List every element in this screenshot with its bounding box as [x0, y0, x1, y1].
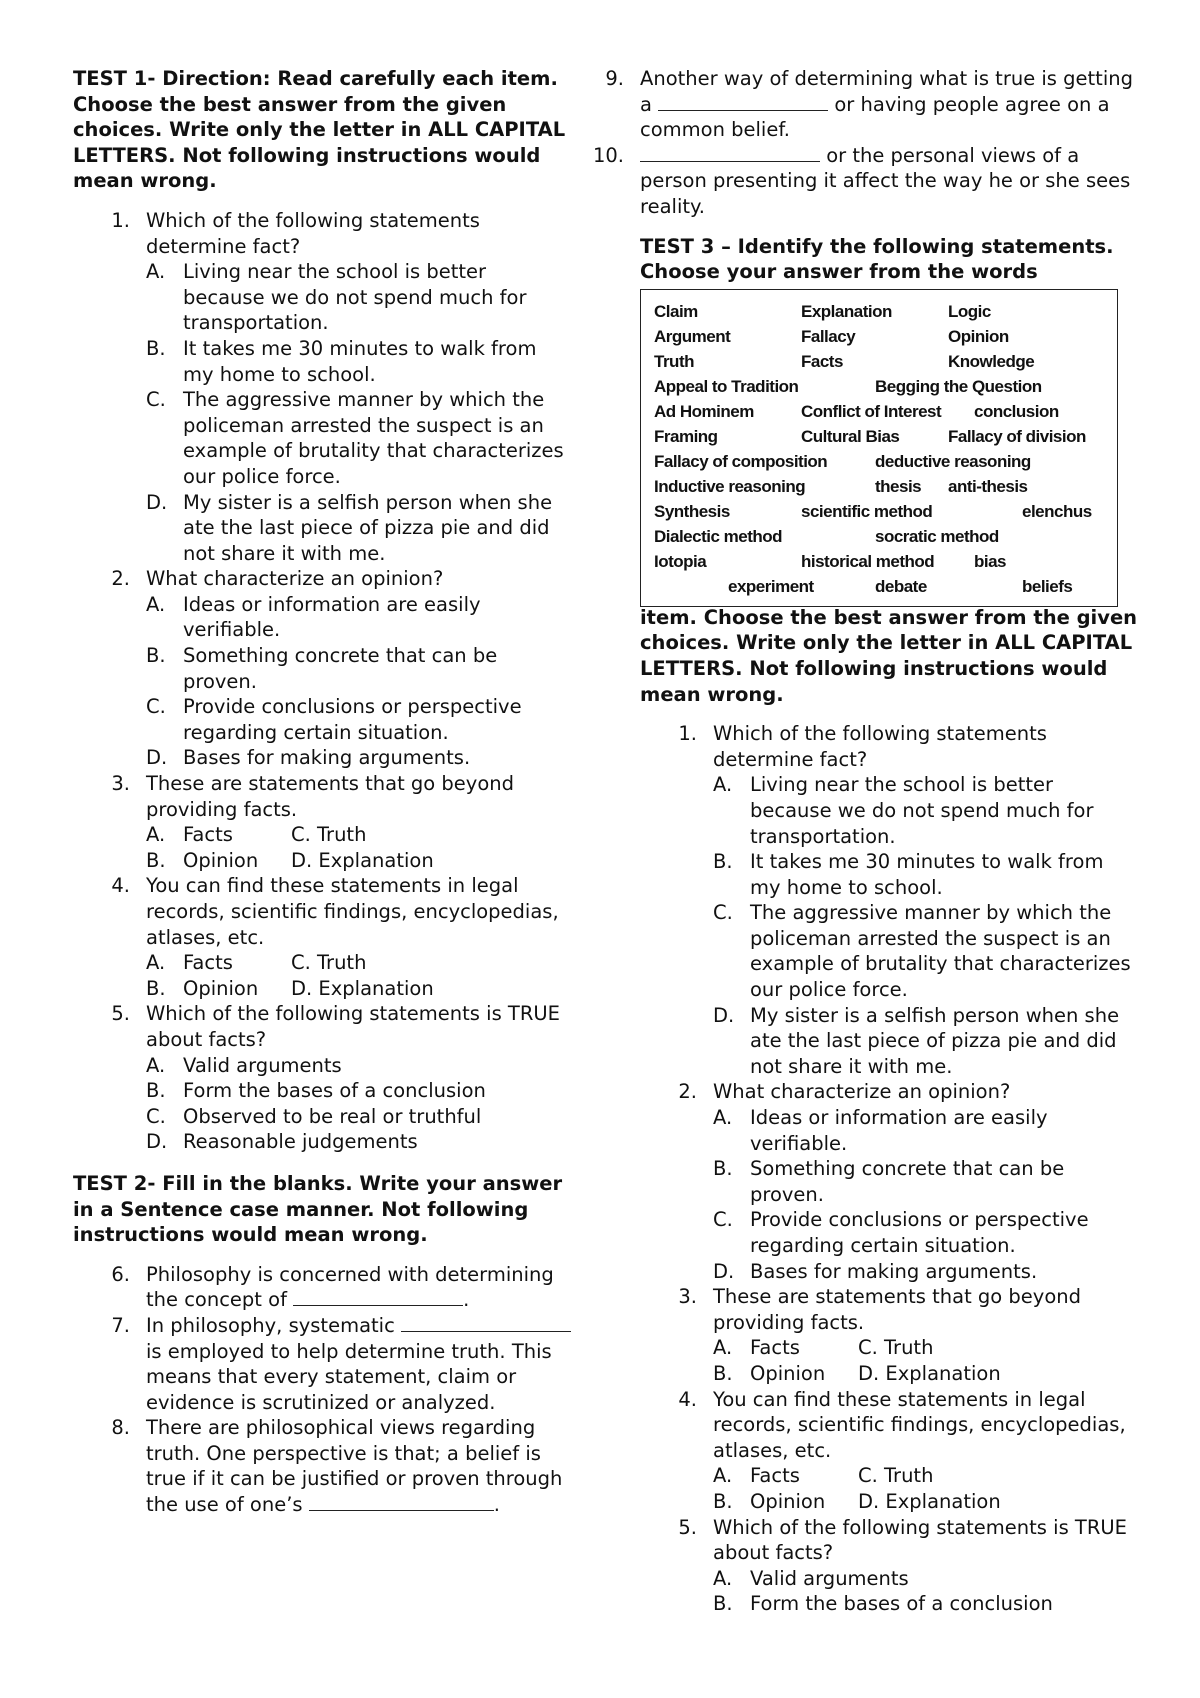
question-text: Philosophy is concerned with determining the concept of	[146, 1262, 554, 1312]
word: socratic method	[875, 526, 999, 546]
option-a	[146, 259, 573, 336]
question-text: In philosophy, systematic	[146, 1313, 395, 1337]
option-d: D. Explanation	[858, 1361, 1001, 1385]
question-8	[73, 1415, 573, 1517]
option-d	[146, 490, 573, 567]
option-letter: A.	[713, 1566, 733, 1590]
options-row	[713, 1335, 1140, 1361]
word: elenchus	[1022, 501, 1092, 521]
word-row	[641, 474, 1117, 499]
option-letter: A.	[146, 1053, 166, 1077]
word: bias	[974, 551, 1007, 571]
option-letter: B.	[146, 976, 166, 1000]
question-text: is employed to help determine truth. This means that every statement, claim or evidence is scrutinized or analyzed.	[146, 1339, 552, 1414]
word: Facts	[801, 351, 843, 371]
option-letter: A.	[146, 823, 166, 847]
question-2	[640, 1079, 1140, 1284]
question-text: Another way of determining what is true is getting a	[640, 67, 1133, 116]
option-letter: A.	[146, 592, 166, 616]
option-b	[713, 849, 1140, 900]
word: conclusion	[974, 401, 1059, 421]
question-text: These are statements that go beyond providing facts.	[146, 772, 514, 821]
options	[146, 259, 573, 566]
word-bank	[640, 289, 1118, 607]
options	[713, 1566, 1140, 1617]
option-letter: A.	[713, 773, 733, 797]
option-text: Provide conclusions or perspective regarding certain situation.	[750, 1208, 1089, 1257]
word: deductive reasoning	[875, 451, 1031, 471]
option-text: It takes me 30 minutes to walk from my home to school.	[183, 336, 537, 386]
option-b	[146, 336, 573, 387]
option-a: Facts	[750, 1464, 800, 1488]
word-row	[641, 324, 1117, 349]
options	[713, 772, 1140, 1079]
option-text: The aggressive manner by which the policeman arrested the suspect is an example of brutality that characterizes our police force.	[750, 901, 1131, 1002]
question-number: 2.	[678, 1080, 697, 1104]
question-number: 3.	[111, 772, 130, 796]
question-text: These are statements that go beyond providing facts.	[713, 1285, 1081, 1334]
option-text: Ideas or information are easily verifiable.	[183, 592, 481, 642]
word-row	[641, 374, 1117, 399]
options-row	[146, 950, 573, 976]
question-number: 7.	[111, 1313, 130, 1337]
option-text: Living near the school is better because we do not spend much for transportation.	[750, 773, 1094, 848]
question-4	[640, 1387, 1140, 1515]
question-number: 6.	[111, 1262, 130, 1286]
option-letter: A.	[713, 1464, 733, 1488]
option-b: Opinion	[750, 1489, 826, 1513]
question-text: You can find these statements in legal records, scientific findings, encyclopedias, atlases, etc.	[146, 874, 559, 949]
option-d	[713, 1003, 1140, 1080]
option-letter: B.	[146, 848, 166, 872]
option-a	[713, 1105, 1140, 1156]
question-text: There are philosophical views regarding truth. One perspective is that; a belief is true if it can be justified or proven through the use of one’s	[146, 1416, 563, 1517]
question-10	[567, 143, 1140, 220]
option-letter: B.	[713, 850, 733, 874]
word-row	[641, 349, 1117, 374]
question-number: 4.	[111, 874, 130, 898]
question-number: 4.	[678, 1387, 697, 1411]
option-text: Something concrete that can be proven.	[750, 1157, 1065, 1206]
question-3	[73, 771, 573, 873]
option-text: The aggressive manner by which the policeman arrested the suspect is an example of brutality that characterizes our police force.	[183, 388, 564, 488]
question-7	[73, 1313, 573, 1415]
option-text: It takes me 30 minutes to walk from my home to school.	[750, 850, 1104, 899]
option-c: C. Truth	[858, 1464, 934, 1488]
option-letter: C.	[713, 901, 733, 925]
options	[713, 1105, 1140, 1284]
option-b	[713, 1156, 1140, 1207]
question-number: 3.	[678, 1285, 697, 1309]
option-c	[146, 694, 573, 745]
option-a: Facts	[183, 951, 233, 975]
period: .	[493, 1493, 500, 1517]
question-text: or having people agree on a common belief.	[640, 92, 1110, 142]
word-row	[641, 524, 1117, 549]
question-6	[73, 1262, 573, 1313]
word: Dialectic method	[654, 526, 783, 546]
question-9	[567, 66, 1140, 143]
option-letter: A.	[713, 1106, 733, 1130]
question-number: 10.	[592, 143, 624, 167]
question-text: Which of the following statements determine fact?	[713, 722, 1047, 771]
option-c	[713, 1207, 1140, 1258]
option-text: Ideas or information are easily verifiable.	[750, 1106, 1048, 1155]
word: Framing	[654, 426, 718, 446]
word: Inductive reasoning	[654, 476, 806, 496]
option-text: Valid arguments	[183, 1053, 342, 1077]
options	[146, 592, 573, 771]
word: scientific method	[801, 501, 933, 521]
option-letter: B.	[713, 1489, 733, 1513]
answer-blank[interactable]	[293, 1287, 463, 1306]
word: Argument	[654, 326, 731, 346]
question-1	[73, 208, 573, 566]
option-a	[713, 772, 1140, 849]
option-c: C. Truth	[858, 1336, 934, 1360]
option-a	[146, 592, 573, 643]
option-b: Opinion	[183, 848, 259, 872]
repeated-test1-heading: item. Choose the best answer from the given choices. Write only the letter in ALL CAPITAL LETTERS. Not following instructions would mean wrong.	[640, 605, 1138, 706]
option-d	[146, 745, 573, 771]
question-number: 1.	[111, 208, 130, 232]
right-column	[592, 66, 1140, 1633]
word: Ad Hominem	[654, 401, 754, 421]
question-2	[73, 566, 573, 771]
option-b: Opinion	[183, 976, 259, 1000]
question-number: 8.	[111, 1416, 130, 1440]
option-letter: D.	[713, 1259, 735, 1283]
test1-questions	[73, 208, 573, 1155]
test1-heading: TEST 1- Direction: Read carefully each item. Choose the best answer from the given choices. Write only the letter in ALL CAPITAL LETTERS. Not following instructions would mean wrong.	[73, 67, 566, 193]
left-column	[73, 66, 573, 1534]
option-text: Bases for making arguments.	[750, 1259, 1038, 1283]
word: Cultural Bias	[801, 426, 900, 446]
option-c	[713, 900, 1140, 1002]
option-b	[713, 1591, 1140, 1617]
options-row	[713, 1463, 1140, 1489]
question-5	[73, 1001, 573, 1155]
option-c: C. Truth	[291, 951, 367, 975]
options	[146, 1053, 573, 1155]
option-letter: C.	[146, 1104, 166, 1128]
options-row	[146, 976, 573, 1002]
word: Appeal to Tradition	[654, 376, 799, 396]
word: Begging the Question	[875, 376, 1042, 396]
option-letter: D.	[713, 1003, 735, 1027]
answer-blank[interactable]	[658, 92, 828, 111]
answer-blank[interactable]	[401, 1313, 571, 1332]
word-row	[641, 449, 1117, 474]
question-1	[640, 721, 1140, 1079]
test3-heading: TEST 3 – Identify the following statements. Choose your answer from the words	[640, 234, 1114, 284]
option-letter: B.	[713, 1361, 733, 1385]
option-letter: B.	[146, 1079, 166, 1103]
option-text: Something concrete that can be proven.	[183, 644, 498, 693]
question-3	[640, 1284, 1140, 1386]
option-c	[146, 387, 573, 489]
option-d	[713, 1259, 1140, 1285]
test2-heading: TEST 2- Fill in the blanks. Write your answer in a Sentence case manner. Not following instructions would mean wrong.	[73, 1171, 563, 1247]
option-letter: C.	[146, 695, 166, 719]
word: beliefs	[1022, 576, 1073, 596]
option-text: Valid arguments	[750, 1566, 909, 1590]
question-number: 9.	[605, 67, 624, 90]
word: experiment	[728, 576, 814, 596]
options-row	[713, 1489, 1140, 1515]
option-text: My sister is a selfish person when she ate the last piece of pizza pie and did not share it with me.	[183, 490, 553, 565]
word: Explanation	[801, 301, 892, 321]
word: Fallacy	[801, 326, 856, 346]
option-letter: D.	[146, 1130, 168, 1154]
word: historical method	[801, 551, 935, 571]
option-c	[146, 1104, 573, 1130]
test2-questions	[73, 1262, 573, 1518]
period: .	[463, 1288, 470, 1312]
option-d: D. Explanation	[291, 976, 434, 1000]
repeated-test1-questions	[640, 721, 1140, 1617]
question-5	[640, 1515, 1140, 1617]
option-text: Provide conclusions or perspective regarding certain situation.	[183, 695, 522, 744]
word-row	[641, 574, 1117, 599]
word-row	[641, 499, 1117, 524]
word-row	[641, 549, 1117, 574]
option-c: C. Truth	[291, 823, 367, 847]
word: anti-thesis	[948, 476, 1028, 496]
option-letter: B.	[146, 336, 166, 360]
word-row	[641, 299, 1117, 324]
answer-blank[interactable]	[640, 143, 820, 162]
word-row	[641, 424, 1117, 449]
option-letter: A.	[146, 260, 166, 284]
option-d: D. Explanation	[858, 1489, 1001, 1513]
question-text: Which of the following statements is TRUE about facts?	[146, 1002, 560, 1051]
word: thesis	[875, 476, 922, 496]
question-text: What characterize an opinion?	[146, 567, 444, 591]
word: Truth	[654, 351, 694, 371]
option-letter: B.	[146, 644, 166, 668]
word: Opinion	[948, 326, 1009, 346]
word: Logic	[948, 301, 991, 321]
question-4	[73, 873, 573, 1001]
option-letter: C.	[713, 1208, 733, 1232]
word: Fallacy of composition	[654, 451, 828, 471]
word: Knowledge	[948, 351, 1035, 371]
option-d	[146, 1129, 573, 1155]
word: Claim	[654, 301, 698, 321]
option-letter: C.	[146, 388, 166, 412]
word: Fallacy of division	[948, 426, 1086, 446]
question-text: You can find these statements in legal records, scientific findings, encyclopedias, atlases, etc.	[713, 1387, 1126, 1462]
word: Conflict of Interest	[801, 401, 942, 421]
option-text: My sister is a selfish person when she ate the last piece of pizza pie and did not share it with me.	[750, 1003, 1120, 1078]
option-text: Bases for making arguments.	[183, 746, 471, 770]
option-text: Form the bases of a conclusion	[183, 1079, 486, 1103]
question-number: 2.	[111, 567, 130, 591]
option-letter: B.	[713, 1592, 733, 1616]
option-a	[146, 1053, 573, 1079]
option-letter: B.	[713, 1157, 733, 1181]
word-row	[641, 399, 1117, 424]
question-text: What characterize an opinion?	[713, 1080, 1011, 1104]
option-text: Reasonable judgements	[183, 1130, 418, 1154]
option-b: Opinion	[750, 1361, 826, 1385]
question-number: 1.	[678, 722, 697, 746]
option-letter: D.	[146, 746, 168, 770]
option-letter: D.	[146, 490, 168, 514]
question-number: 5.	[111, 1002, 130, 1026]
options-row	[146, 848, 573, 874]
question-number: 5.	[678, 1515, 697, 1539]
question-text: or the personal views of a person presenting it affect the way he or she sees reality.	[640, 143, 1131, 218]
answer-blank[interactable]	[309, 1492, 494, 1511]
option-b	[146, 1078, 573, 1104]
option-a	[713, 1566, 1140, 1592]
option-text: Form the bases of a conclusion	[750, 1592, 1053, 1616]
test2-questions-continued	[567, 66, 1140, 220]
word: Synthesis	[654, 501, 730, 521]
option-letter: A.	[713, 1336, 733, 1360]
options-row	[713, 1361, 1140, 1387]
question-text: Which of the following statements is TRUE about facts?	[713, 1515, 1127, 1565]
options-row	[146, 822, 573, 848]
option-text: Living near the school is better because we do not spend much for transportation.	[183, 260, 527, 335]
option-b	[146, 643, 573, 694]
option-text: Observed to be real or truthful	[183, 1104, 482, 1128]
option-d: D. Explanation	[291, 848, 434, 872]
option-letter: A.	[146, 951, 166, 975]
option-a: Facts	[750, 1336, 800, 1360]
word: Iotopia	[654, 551, 707, 571]
word: debate	[875, 576, 927, 596]
option-a: Facts	[183, 823, 233, 847]
question-text: Which of the following statements determine fact?	[146, 208, 480, 258]
